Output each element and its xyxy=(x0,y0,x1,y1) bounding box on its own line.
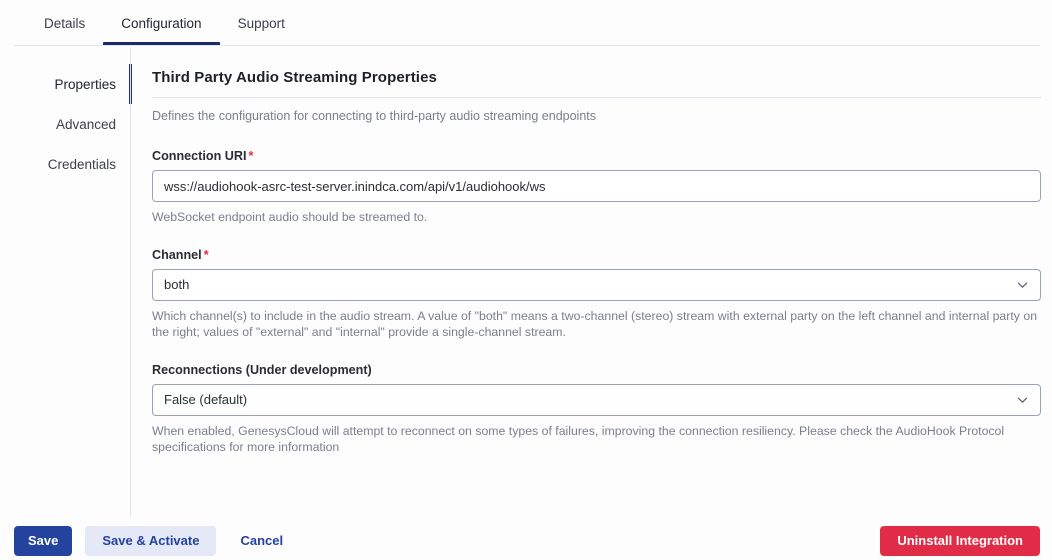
field-reconnections xyxy=(152,363,1041,456)
required-asterisk: * xyxy=(248,149,254,163)
required-asterisk: * xyxy=(203,247,209,262)
action-footer xyxy=(0,517,1052,560)
cancel-button[interactable]: Cancel xyxy=(230,526,293,556)
save-and-activate-button[interactable]: Save & Activate xyxy=(85,526,216,556)
field-channel xyxy=(152,248,1041,341)
page-title: Third Party Audio Streaming Properties xyxy=(152,69,437,86)
chevron-down-icon xyxy=(1017,279,1028,290)
reconnections-label-text: Reconnections (Under development) xyxy=(152,362,372,377)
sidebar-item-list xyxy=(0,47,131,184)
uninstall-integration-button[interactable]: Uninstall Integration xyxy=(880,526,1040,556)
properties-panel xyxy=(131,47,1052,517)
panel-title-divider xyxy=(152,97,1041,98)
tab-support[interactable] xyxy=(220,16,303,46)
channel-help: Which channel(s) to include in the audio stream. A value of "both" means a two-channel (stereo) stream with external party on the left channel and internal party on the right; values of "external" and "internal" provide a single-channel stream. xyxy=(152,308,1038,339)
reconnections-help: When enabled, GenesysCloud will attempt to reconnect on some types of failures, improving the connection resiliency. Please check the AudioHook Protocol specifications for more information xyxy=(152,423,1005,454)
connection-uri-label-text: Connection URI xyxy=(152,149,247,163)
connection-uri-help: WebSocket endpoint audio should be streamed to. xyxy=(152,210,428,224)
sidebar-item-advanced-label: Advanced xyxy=(55,116,116,132)
content-area xyxy=(0,47,1052,517)
field-connection-uri xyxy=(152,149,1041,226)
tab-details-label: Details xyxy=(44,16,86,31)
connection-uri-label xyxy=(152,149,1041,163)
chevron-down-icon xyxy=(1017,394,1028,405)
reconnections-label xyxy=(152,363,1041,377)
tab-list xyxy=(0,0,1052,46)
sidebar-item-advanced[interactable] xyxy=(0,104,131,144)
tab-configuration[interactable] xyxy=(103,16,219,46)
sidebar-item-credentials-label: Credentials xyxy=(47,156,116,172)
tab-bar xyxy=(0,0,1052,47)
sidebar-item-credentials[interactable] xyxy=(0,144,131,184)
connection-uri-value: wss://audiohook-asrc-test-server.inindca.com/api/v1/audiohook/ws xyxy=(164,178,546,194)
channel-label xyxy=(152,248,1041,262)
tab-bar-divider xyxy=(14,45,1040,46)
tab-details[interactable] xyxy=(26,16,103,46)
tab-configuration-label: Configuration xyxy=(121,16,202,31)
reconnections-select[interactable] xyxy=(152,384,1041,416)
channel-label-text: Channel xyxy=(152,247,202,262)
tab-support-label: Support xyxy=(237,16,285,31)
sidebar-item-properties-label: Properties xyxy=(54,76,116,92)
channel-select[interactable] xyxy=(152,269,1041,301)
save-button[interactable]: Save xyxy=(14,526,72,556)
config-sidebar xyxy=(0,47,131,517)
connection-uri-input[interactable] xyxy=(152,170,1041,202)
reconnections-value: False (default) xyxy=(164,392,248,407)
panel-description: Defines the configuration for connecting to third-party audio streaming endpoints xyxy=(152,109,597,123)
sidebar-item-properties[interactable] xyxy=(0,64,131,104)
channel-value: both xyxy=(164,277,190,292)
footer-left-actions xyxy=(14,526,293,556)
